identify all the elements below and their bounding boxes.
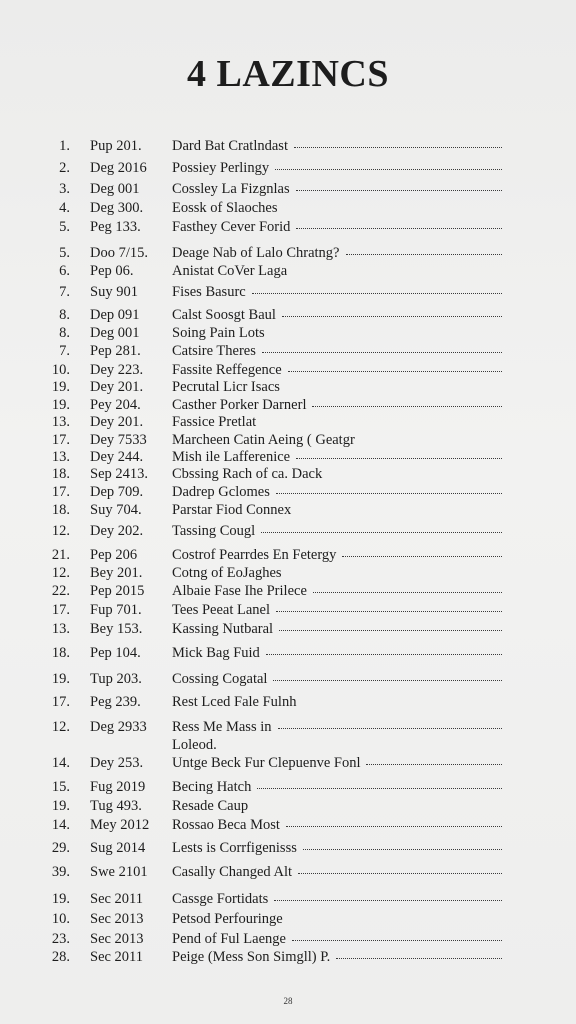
page-title: 4 LAZINCS — [187, 53, 389, 95]
entry-text — [172, 465, 502, 483]
dot-leader — [279, 620, 502, 631]
entry-title: Dard Bat Cratlndast — [172, 138, 288, 154]
entry-date: Dey 201. — [90, 414, 144, 430]
entry-text — [172, 483, 502, 501]
entry-title: Tassing Cougl — [172, 523, 256, 539]
dot-leader — [282, 306, 502, 317]
entry-date: Fup 701. — [90, 602, 142, 618]
entry-number: 5. — [59, 219, 70, 235]
entry-date: Pup 201. — [90, 138, 142, 154]
entry-date: Bey 201. — [90, 565, 143, 581]
entry-text — [172, 839, 502, 857]
entry-date: Suy 901 — [90, 284, 138, 300]
entry-number: 13. — [51, 449, 70, 465]
entry-title: Cossing Cogatal — [172, 671, 268, 687]
dot-leader — [303, 839, 502, 850]
list-item — [0, 839, 576, 861]
entry-title: Rossao Beca Most — [172, 817, 280, 833]
dot-leader — [296, 218, 502, 229]
entry-text — [172, 564, 502, 582]
entry-text — [172, 342, 502, 360]
entry-title: Albaie Fase Ihe Prilece — [172, 583, 307, 599]
entry-date: Pep 281. — [90, 343, 141, 359]
dot-leader — [257, 778, 502, 789]
entry-title: Mick Bag Fuid — [172, 645, 260, 661]
entry-date: Dep 091 — [90, 307, 140, 323]
entry-date: Sug 2014 — [90, 840, 146, 856]
dot-leader — [252, 283, 502, 294]
entry-date: Dey 223. — [90, 362, 144, 378]
entry-number: 23. — [51, 931, 70, 947]
entry-date: Dey 7533 — [90, 432, 147, 448]
entry-text — [172, 582, 502, 600]
entry-title: Tees Peeat Lanel — [172, 602, 271, 618]
entry-date: Doo 7/15. — [90, 245, 148, 261]
entry-date: Deg 300. — [90, 200, 144, 216]
entry-text — [172, 396, 502, 414]
entry-date: Pep 206 — [90, 547, 138, 563]
entry-number: 10. — [51, 911, 70, 927]
entry-title: Casther Porker Darnerl — [172, 397, 307, 413]
dot-leader — [276, 601, 502, 612]
entry-number: 8. — [59, 325, 70, 341]
entry-text — [172, 180, 502, 198]
entry-title: Cotng of EoJaghes — [172, 565, 282, 581]
entry-date: Tug 493. — [90, 798, 142, 814]
list-item — [0, 816, 576, 838]
entry-text — [172, 501, 502, 519]
entry-title: Becing Hatch — [172, 779, 252, 795]
entry-number: 12. — [51, 719, 70, 735]
entry-title: Pend of Ful Laenge — [172, 931, 286, 947]
entry-text — [172, 797, 502, 815]
entry-text — [172, 910, 502, 928]
entry-text — [172, 816, 502, 834]
entry-title: Calst Soosgt Baul — [172, 307, 276, 323]
entry-date: Sec 2013 — [90, 911, 144, 927]
entry-title: Deage Nab of Lalo Chratng? — [172, 245, 340, 261]
entry-date: Peg 239. — [90, 694, 141, 710]
entry-number: 19. — [51, 798, 70, 814]
entry-text — [172, 546, 502, 564]
list-item — [0, 283, 576, 305]
entry-text — [172, 137, 502, 155]
entry-title: Fassice Pretlat — [172, 414, 257, 430]
dot-leader — [274, 890, 502, 901]
dot-leader — [286, 816, 502, 827]
entry-text — [172, 199, 502, 217]
entry-date: Fug 2019 — [90, 779, 146, 795]
dot-leader — [266, 644, 502, 655]
entry-date: Deg 2933 — [90, 719, 147, 735]
entry-date: Peg 133. — [90, 219, 141, 235]
entry-title: Mish ile Lafferenice — [172, 449, 291, 465]
entry-text — [172, 306, 502, 324]
list-item — [0, 863, 576, 885]
entry-title: Dadrep Gclomes — [172, 484, 270, 500]
entry-text — [172, 948, 502, 966]
entry-number: 10. — [51, 362, 70, 378]
list-item — [0, 620, 576, 642]
entry-number: 4. — [59, 200, 70, 216]
dot-leader — [366, 754, 502, 765]
entry-title: Fassite Reffegence — [172, 362, 282, 378]
dot-leader — [294, 137, 502, 148]
entry-date: Dep 709. — [90, 484, 144, 500]
entry-number: 19. — [51, 891, 70, 907]
entry-title: Cossley La Fizgnlas — [172, 181, 290, 197]
entry-title: Anistat CoVer Laga — [172, 263, 288, 279]
entry-text — [172, 620, 502, 638]
entry-title-continuation: Loleod. — [172, 737, 217, 753]
entry-number: 19. — [51, 379, 70, 395]
entry-title: Marcheen Catin Aeing ( Geatgr — [172, 432, 355, 448]
entry-text — [172, 890, 502, 908]
entry-number: 2. — [59, 160, 70, 176]
entry-text — [172, 863, 502, 881]
entry-title: Resade Caup — [172, 798, 249, 814]
entry-text — [172, 522, 502, 540]
entry-number: 21. — [51, 547, 70, 563]
entry-number: 13. — [51, 414, 70, 430]
dot-leader — [275, 159, 502, 170]
entry-text — [172, 218, 502, 236]
list-item — [0, 754, 576, 776]
list-item — [0, 218, 576, 240]
entry-date: Mey 2012 — [90, 817, 150, 833]
entry-number: 5. — [59, 245, 70, 261]
list-item — [0, 501, 576, 523]
entry-title: Cassge Fortidats — [172, 891, 269, 907]
list-item — [0, 159, 576, 181]
dot-leader — [278, 718, 503, 729]
entry-title: Pecrutal Licr Isacs — [172, 379, 280, 395]
list-item — [0, 522, 576, 544]
entry-number: 14. — [51, 755, 70, 771]
entry-date: Sep 2413. — [90, 466, 148, 482]
entry-date: Sec 2011 — [90, 891, 144, 907]
entry-date: Deg 2016 — [90, 160, 147, 176]
list-item — [0, 693, 576, 715]
entry-number: 13. — [51, 621, 70, 637]
entry-number: 6. — [59, 263, 70, 279]
entry-number: 14. — [51, 817, 70, 833]
entry-date: Sec 2011 — [90, 949, 144, 965]
entry-text — [172, 930, 502, 948]
entry-date: Sec 2013 — [90, 931, 144, 947]
entry-date: Suy 704. — [90, 502, 142, 518]
dot-leader — [262, 342, 502, 353]
entry-number: 12. — [51, 565, 70, 581]
entry-title: Fasthey Cever Forid — [172, 219, 291, 235]
entry-text — [172, 644, 502, 662]
entry-number: 18. — [51, 645, 70, 661]
list-item — [0, 137, 576, 159]
entry-number: 12. — [51, 523, 70, 539]
entry-title: Catsire Theres — [172, 343, 256, 359]
page-number: 28 — [283, 996, 293, 1006]
entry-text — [172, 670, 502, 688]
entry-number: 19. — [51, 397, 70, 413]
entry-number: 19. — [51, 671, 70, 687]
dot-leader — [288, 361, 502, 372]
entry-title: Cbssing Rach of ca. Dack — [172, 466, 323, 482]
list-item — [0, 670, 576, 692]
entry-title: Untge Beck Fur Clepuenve Fonl — [172, 755, 361, 771]
entry-date: Swe 2101 — [90, 864, 148, 880]
dot-leader — [342, 546, 502, 557]
list-item — [0, 910, 576, 932]
entry-title: Peige (Mess Son Simgll) P. — [172, 949, 331, 965]
dot-leader — [296, 448, 502, 459]
entry-date: Dey 201. — [90, 379, 144, 395]
list-item — [0, 262, 576, 284]
entry-title: Parstar Fiod Connex — [172, 502, 292, 518]
entry-text — [172, 244, 502, 262]
entry-date: Deg 001 — [90, 325, 140, 341]
entry-text — [172, 262, 502, 280]
entry-date: Dey 253. — [90, 755, 144, 771]
entry-date: Pep 2015 — [90, 583, 145, 599]
entry-number: 7. — [59, 284, 70, 300]
entry-text — [172, 283, 502, 301]
dot-leader — [292, 930, 502, 941]
entry-number: 28. — [51, 949, 70, 965]
dot-leader — [312, 396, 502, 407]
entry-text — [172, 718, 502, 754]
entry-number: 18. — [51, 502, 70, 518]
entry-number: 7. — [59, 343, 70, 359]
dot-leader — [298, 863, 502, 874]
entry-title: Soing Pain Lots — [172, 325, 265, 341]
entry-number: 17. — [51, 432, 70, 448]
entry-number: 39. — [51, 864, 70, 880]
entry-number: 1. — [59, 138, 70, 154]
entry-date: Tup 203. — [90, 671, 142, 687]
entry-text — [172, 324, 502, 342]
entry-text — [172, 754, 502, 772]
entry-number: 15. — [51, 779, 70, 795]
entry-title: Costrof Pearrdes En Fetergy — [172, 547, 337, 563]
entry-date: Dey 202. — [90, 523, 144, 539]
entry-text — [172, 431, 502, 449]
entry-date: Dey 244. — [90, 449, 144, 465]
dot-leader — [276, 483, 502, 494]
entry-title: Casally Changed Alt — [172, 864, 293, 880]
entry-title: Lests is Corrfigenisss — [172, 840, 297, 856]
entry-number: 22. — [51, 583, 70, 599]
dot-leader — [313, 582, 502, 593]
entry-date: Bey 153. — [90, 621, 143, 637]
entry-title: Petsod Perfouringe — [172, 911, 283, 927]
entry-number: 17. — [51, 484, 70, 500]
entry-title: Ress Me Mass in — [172, 719, 272, 735]
dot-leader — [296, 180, 502, 191]
entry-number: 8. — [59, 307, 70, 323]
entry-number: 17. — [51, 602, 70, 618]
dot-leader — [336, 948, 502, 959]
dot-leader — [273, 670, 502, 681]
entry-text — [172, 448, 502, 466]
entry-title: Possiey Perlingy — [172, 160, 270, 176]
entry-number: 17. — [51, 694, 70, 710]
entry-text — [172, 778, 502, 796]
entry-title: Kassing Nutbaral — [172, 621, 274, 637]
dot-leader — [346, 244, 503, 255]
entry-text — [172, 378, 502, 396]
entry-text — [172, 601, 502, 619]
entry-title: Eossk of Slaoches — [172, 200, 278, 216]
entry-title: Rest Lced Fale Fulnh — [172, 694, 297, 710]
entry-text — [172, 413, 502, 431]
entry-title: Fises Basurc — [172, 284, 246, 300]
entry-date: Pep 06. — [90, 263, 134, 279]
list-item — [0, 890, 576, 912]
entry-text — [172, 693, 502, 711]
entry-number: 3. — [59, 181, 70, 197]
entry-date: Deg 001 — [90, 181, 140, 197]
dot-leader — [261, 522, 502, 533]
entry-number: 18. — [51, 466, 70, 482]
entry-date: Pey 204. — [90, 397, 141, 413]
list-item — [0, 644, 576, 666]
list-item — [0, 718, 576, 753]
entry-number: 29. — [51, 840, 70, 856]
entry-text — [172, 361, 502, 379]
list-item — [0, 948, 576, 970]
entry-text — [172, 159, 502, 177]
entry-date: Pep 104. — [90, 645, 141, 661]
